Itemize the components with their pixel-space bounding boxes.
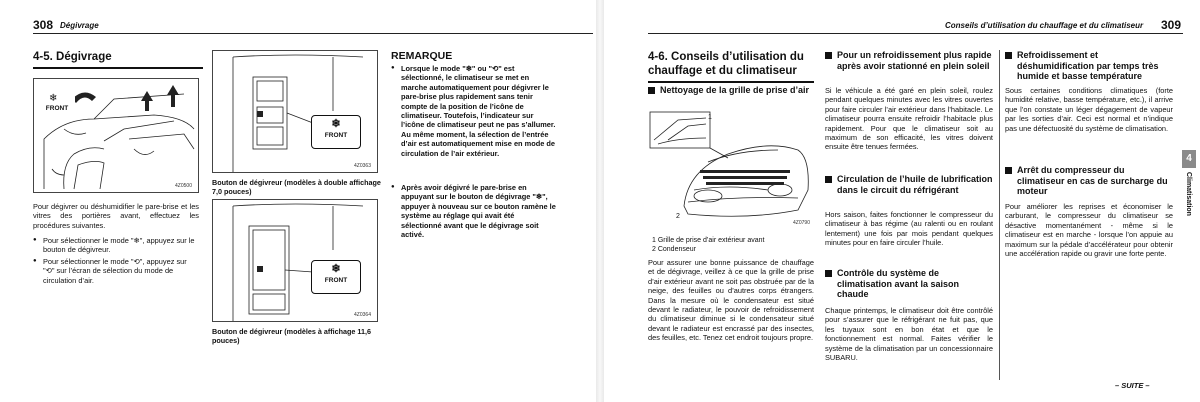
front-label: FRONT (45, 105, 69, 112)
figure-caption: Bouton de dégivreur (modèles à affichage 11,6 pouces) (212, 327, 371, 345)
section-title-left: 4-5. Dégivrage (33, 50, 112, 64)
page-gutter (596, 0, 604, 402)
front-label: FRONT (324, 277, 348, 284)
bullet-item: ● Pour sélectionner le mode "❄", appuyez sur le bouton de dégivreur. (33, 236, 199, 255)
remark-title: REMARQUE (391, 50, 453, 62)
body-text: Pour assurer une bonne puissance de chauffage et de dégivrage, veillez à ce que la grille de prise d’air extérieur avant ne soit pas obstruée par de la neige, des feuilles ou d’autres corps étrangers. Dans la mesure où le condensateur est situé devant le radiateur, le pouvoir de refroidissement du climatiseur diminue si le condensateur situé devant le radiateur est encrassé par des insectes, des feuilles, etc. Tenez cet endroit toujours propre. (648, 258, 814, 343)
subsection-heading: Contrôle du système de climatisation avant la saison chaude (825, 268, 993, 300)
header-rule-left (33, 33, 593, 34)
page-number-right: 309 (1161, 18, 1182, 32)
page-header-left: Dégivrage (60, 21, 99, 30)
legend-item: 1 Grille de prise d’air extérieur avant (652, 237, 765, 244)
continued-footer: – SUITE – (1115, 381, 1150, 390)
remark-bullet: ● Lorsque le mode "❄" ou "⟲" est sélectionné, le climatiseur se met en marche automatiquement pour dégivrer le pare-brise plus rapidement sans tenir compte de la position de l’icône de climatiseur. Toutefois, l’indicateur sur l’icône de climatiseur peut ne pas s’allumer. Au même moment, la sélection de l’entrée d’air est automatiquement mise en mode de circulation de l’air extérieur. (391, 64, 557, 158)
defrost-icon: ❄ (49, 93, 58, 104)
bullet-item: ● Pour sélectionner le mode "⟲", appuyez sur "⟲" sur l’écran de sélection du mode de circulation d’air. (33, 257, 199, 285)
car-front-figure (648, 110, 814, 230)
left-page (0, 0, 595, 402)
body-text: Hors saison, faites fonctionner le compresseur du climatiseur à bas régime (au ralenti ou en roulant lentement) une fois par mois pendant quelques minutes pour en faire circuler l’huile. (825, 210, 993, 248)
figure-code: 4Z0790 (793, 220, 810, 226)
front-defrost-button-callout (311, 260, 361, 294)
dual-display-figure (212, 50, 378, 173)
remark-bullet: ● Après avoir dégivré le pare-brise en appuyant sur le bouton de dégivrage "❄", appuyer à nouveau sur ce bouton ramène le système au réglage qui avait été sélectionné avant que le dégivrage soit activé. (391, 183, 557, 239)
dashboard-7in-illustration (213, 51, 378, 173)
figure-caption: Bouton de dégivreur (modèles à double affichage 7,0 pouces) (212, 178, 381, 196)
header-rule-right (648, 33, 1183, 34)
defrost-icon: ❄ (331, 263, 341, 275)
defrost-icon: ❄ (331, 118, 341, 130)
figure-legend (652, 236, 764, 254)
front-label: FRONT (324, 132, 348, 139)
body-text: Pour améliorer les reprises et économiser le carburant, le compresseur du climatiseur se désactive momentanément - même si le climatiseur est en marche - lorsque l’on appuie au maximum sur la pédale d’accélérateur pour obtenir une accélération rapide ou gravir une forte pente. (1005, 202, 1173, 259)
body-text: Chaque printemps, le climatiseur doit être contrôlé pour s’assurer que le réfrigérant ne fuit pas, que les tuyaux sont en bon état et que le fonctionnement est normal. Faites vérifier le système de la climatisation par un concessionnaire SUBARU. (825, 306, 993, 363)
chapter-label: Climatisation (1185, 172, 1192, 216)
page-header-right: Conseils d’utilisation du chauffage et du climatiseur (945, 21, 1144, 30)
chapter-tab: 4 (1182, 150, 1196, 168)
column-rule (999, 50, 1000, 380)
right-page (605, 0, 1200, 402)
section-title-right: 4-6. Conseils d’utilisation du chauffage et du climatiseur (648, 50, 818, 78)
defroster-airflow-figure (33, 78, 199, 193)
figure-code: 4Z0500 (175, 183, 192, 189)
large-display-figure (212, 199, 378, 322)
legend-item: 2 Condenseur (652, 246, 696, 253)
subsection-heading: Pour un refroidissement plus rapide après avoir stationné en plein soleil (825, 50, 993, 71)
car-front-illustration (648, 110, 814, 230)
body-text: Sous certaines conditions climatiques (forte humidité relative, basse température, etc.), il arrive que l’on constate un léger dégagement de vapeur par les sorties d’air. Ceci est normal et n’indique pas une défectuosité du système de climatisation. (1005, 86, 1173, 133)
body-text: Si le véhicule a été garé en plein soleil, roulez pendant quelques minutes avec les vitres ouvertes pour faire circuler l’air extérieur dans l’habitacle. Le climatiseur pourra ensuite refroidir l’habitacle plus rapidement. Pour que le climatiseur soit au maximum de son efficacité, les vitres doivent ensuite être tenues fermées. (825, 86, 993, 152)
subsection-heading: Refroidissement et déshumidification par temps très humide et basse température (1005, 50, 1173, 82)
callout-number: 2 (676, 213, 680, 220)
subsection-heading: Arrêt du compresseur du climatiseur en cas de surcharge du moteur (1005, 165, 1173, 197)
figure-code: 4Z0363 (354, 163, 371, 169)
subsection-heading: Nettoyage de la grille de prise d’air (648, 85, 818, 96)
callout-number: 1 (708, 114, 712, 121)
subsection-heading: Circulation de l’huile de lubrification dans le circuit du réfrigérant (825, 174, 993, 195)
figure-code: 4Z0364 (354, 312, 371, 318)
page-number-left: 308 (33, 18, 54, 32)
front-defrost-button-callout (311, 115, 361, 149)
intro-text: Pour dégivrer ou déshumidifier le pare-brise et les vitres des portières avant, effectuez les procédures suivantes. (33, 202, 199, 230)
